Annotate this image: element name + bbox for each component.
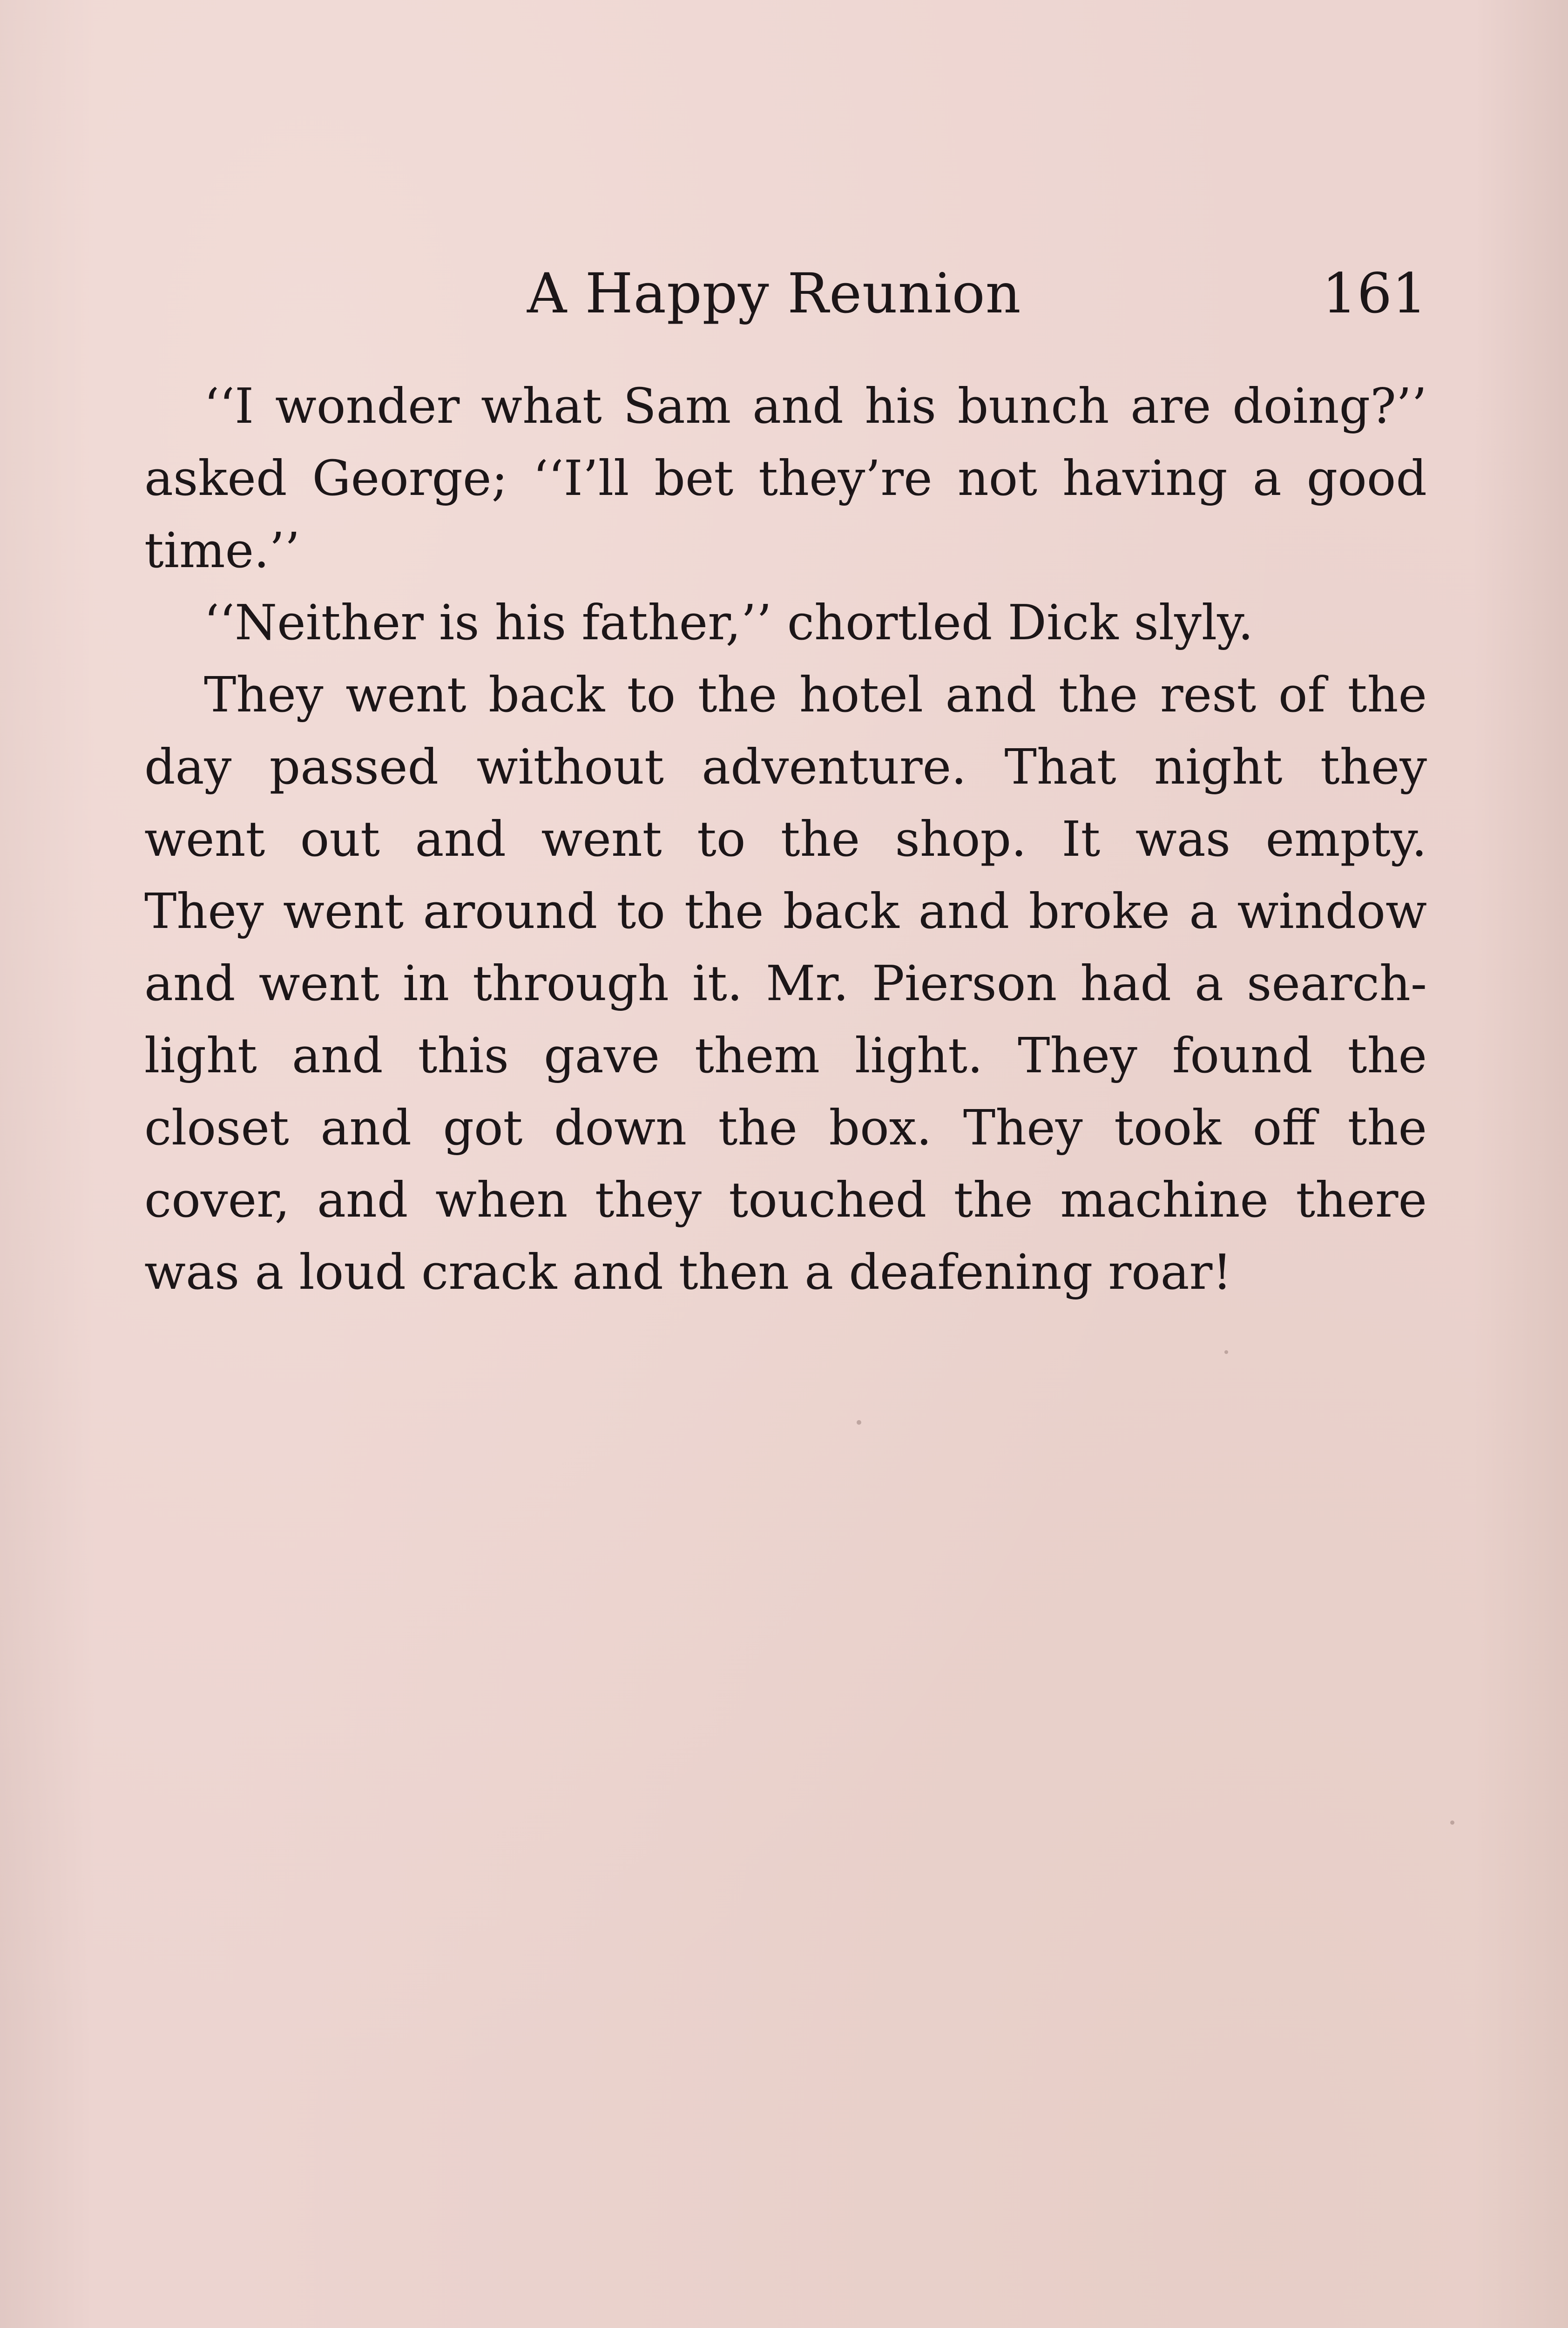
text-line: time.’’: [144, 522, 300, 579]
text-line: ‘‘Neither is his father,’’ chortled Dick slyly.: [204, 594, 1254, 651]
text-line: light and this gave them light. They found the: [144, 1027, 1427, 1084]
paper-fleck: [1450, 1820, 1454, 1825]
text-line: closet and got down the box. They took off the: [144, 1099, 1427, 1156]
text-line: cover, and when they touched the machine there: [144, 1171, 1427, 1228]
running-title: A Happy Reunion: [527, 261, 1021, 325]
text-line: asked George; ‘‘I’ll bet they’re not having a good: [144, 450, 1427, 507]
paper-fleck: [1224, 1350, 1228, 1354]
text-line: ‘‘I wonder what Sam and his bunch are doing?’’: [204, 378, 1427, 434]
text-line: and went in through it. Mr. Pierson had a search-: [144, 955, 1427, 1012]
paper-fleck: [857, 1420, 861, 1425]
text-line: went out and went to the shop. It was empty.: [144, 811, 1427, 867]
body-text: [144, 370, 1427, 1308]
page-number: 161: [1322, 261, 1427, 325]
text-line: day passed without adventure. That night they: [144, 738, 1427, 795]
page-header: [144, 258, 1427, 328]
text-line: was a loud crack and then a deafening roar!: [144, 1244, 1232, 1300]
text-line: They went around to the back and broke a window: [144, 883, 1427, 940]
text-line: They went back to the hotel and the rest of the: [204, 666, 1427, 723]
